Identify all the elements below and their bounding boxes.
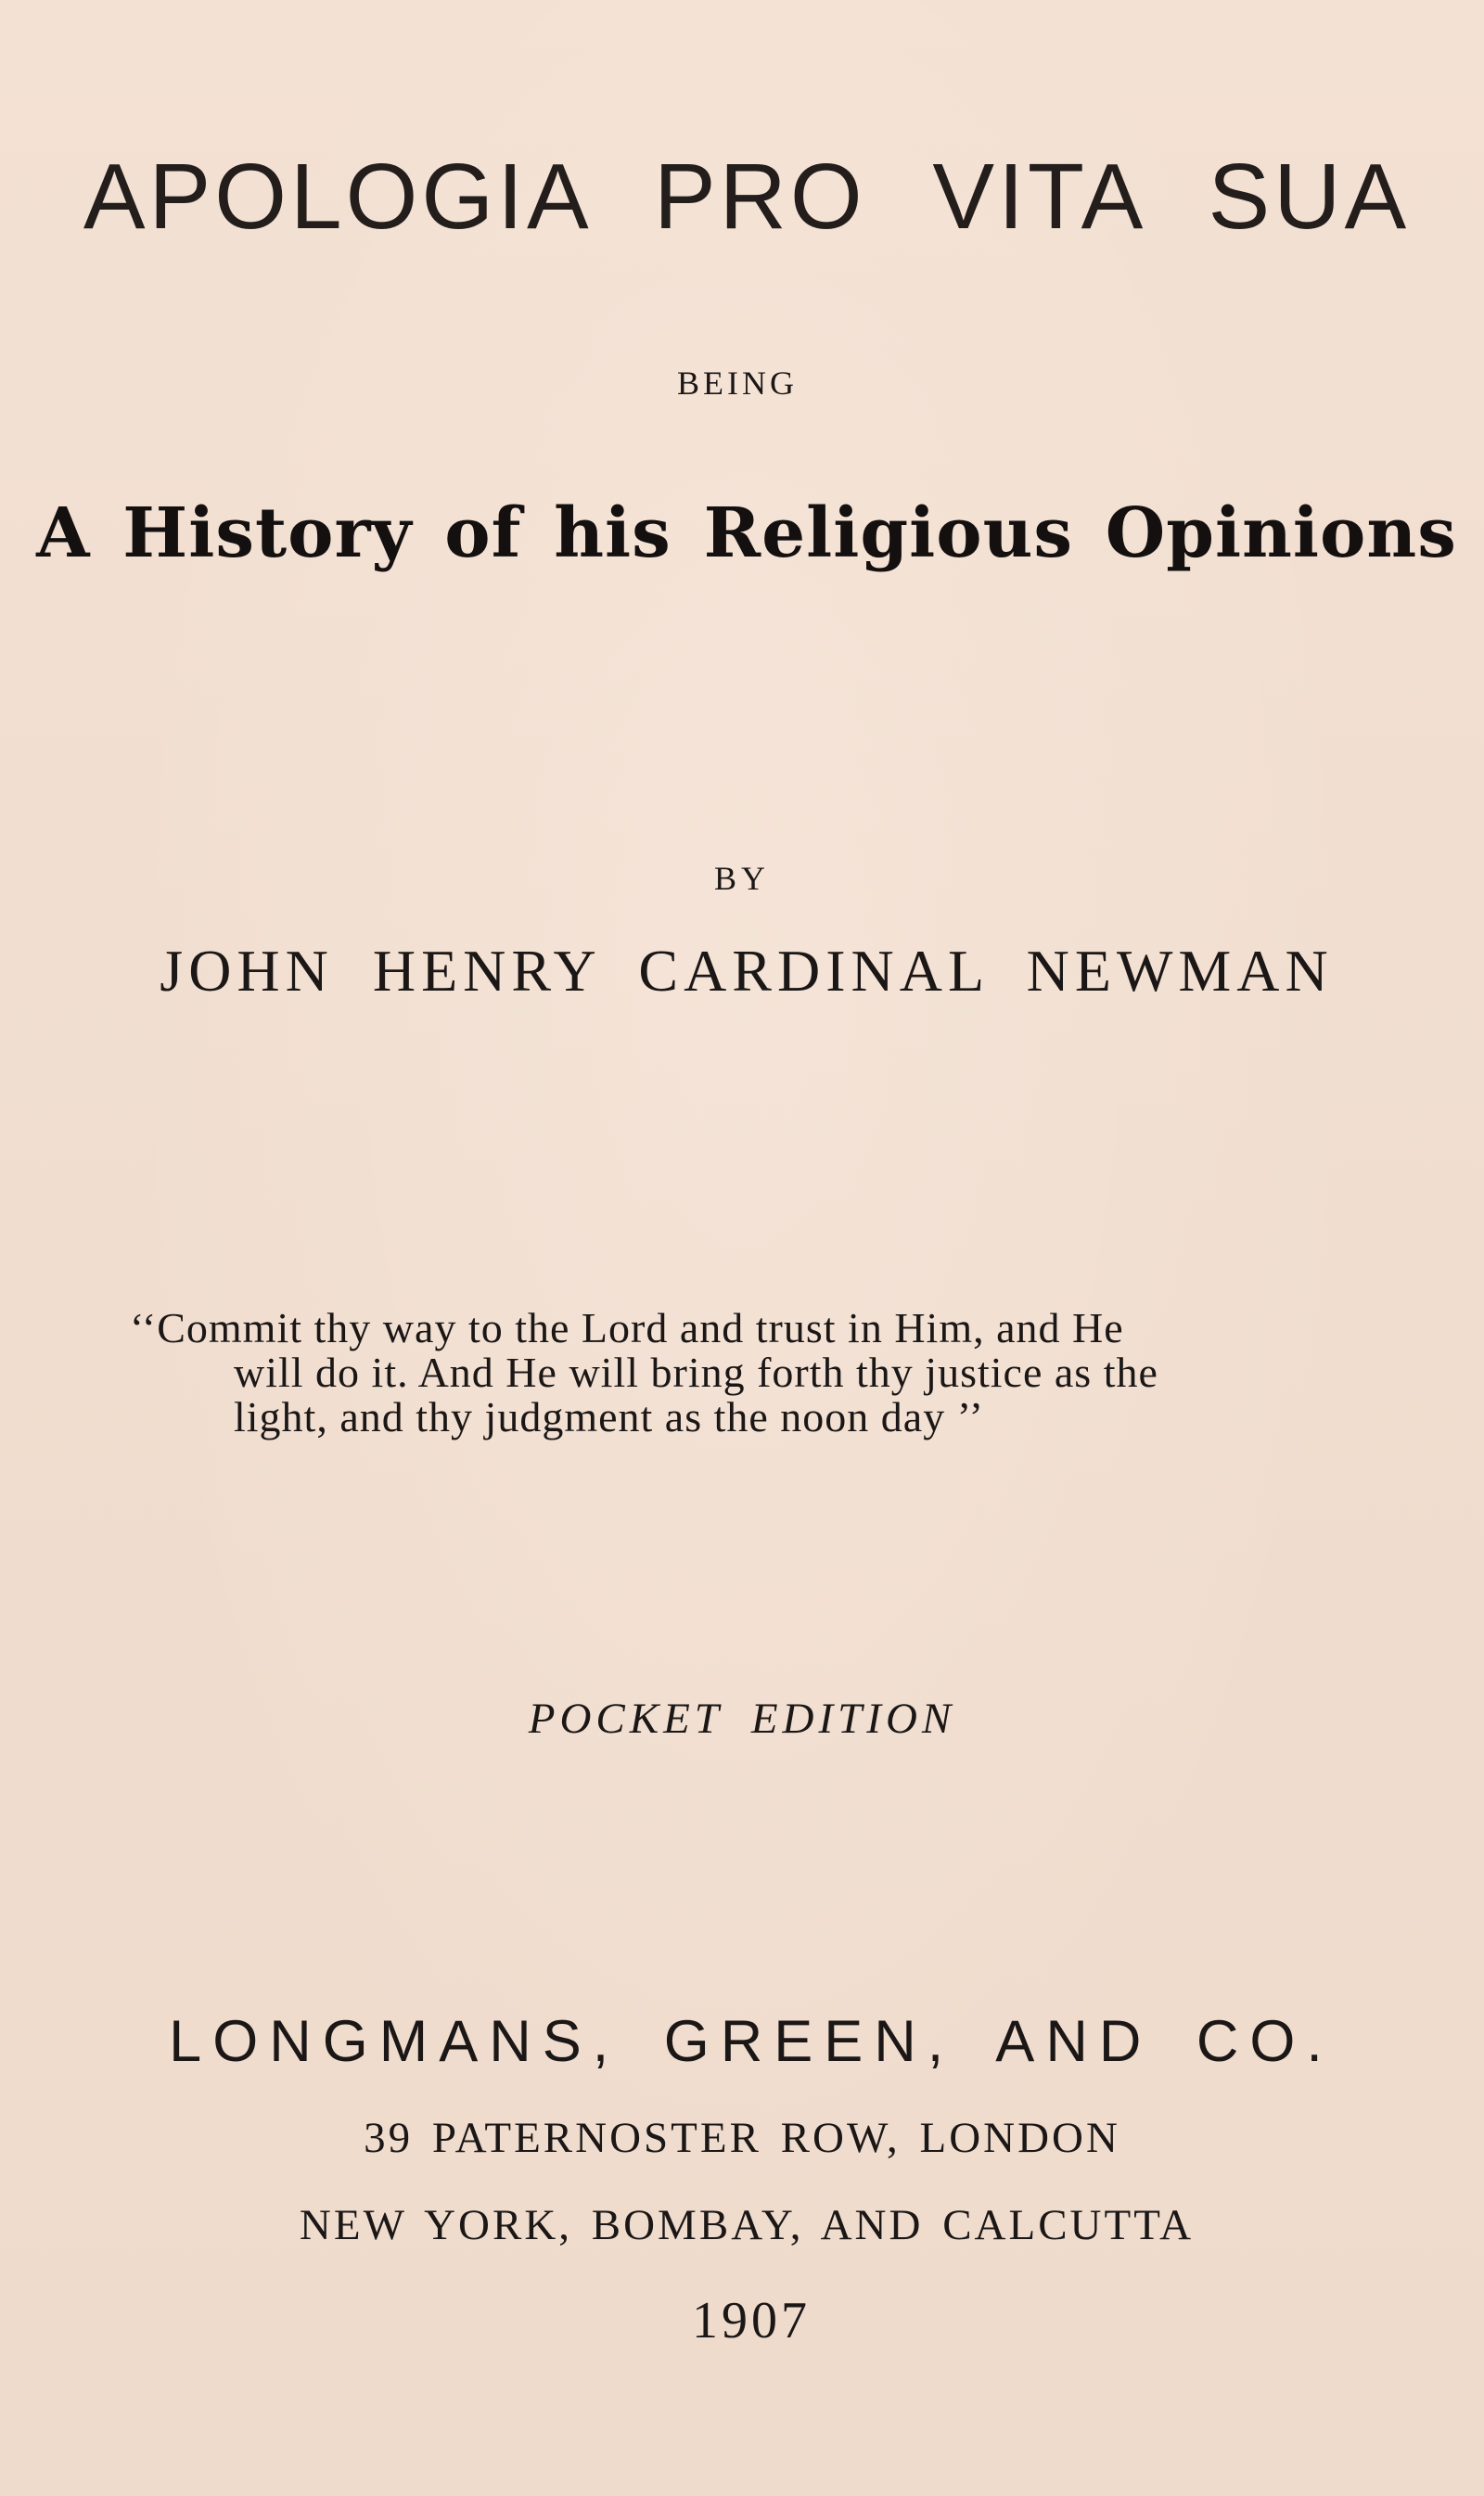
epigraph-line-1: ‘‘Commit thy way to the Lord and trust in Him, and He — [130, 1304, 1124, 1351]
publisher-address: 39 PATERNOSTER ROW, LONDON — [364, 2114, 1120, 2162]
being-label: BEING — [677, 365, 798, 402]
author-name: JOHN HENRY CARDINAL NEWMAN — [160, 938, 1334, 1004]
edition-label: POCKET EDITION — [528, 1695, 956, 1743]
book-subtitle: A History of his Religious Opinions — [36, 493, 1457, 573]
publisher-name: LONGMANS, GREEN, AND CO. — [169, 2009, 1334, 2074]
publisher-cities: NEW YORK, BOMBAY, AND CALCUTTA — [299, 2201, 1195, 2249]
epigraph-line-3: light, and thy judgment as the noon day ’’ — [234, 1393, 984, 1440]
publication-year: 1907 — [692, 2292, 811, 2349]
book-title: APOLOGIA PRO VITA SUA — [83, 145, 1411, 249]
epigraph-line-2: will do it. And He will bring forth thy justice as the — [234, 1349, 1158, 1396]
by-label: BY — [713, 860, 770, 897]
epigraph — [130, 1306, 1326, 1440]
